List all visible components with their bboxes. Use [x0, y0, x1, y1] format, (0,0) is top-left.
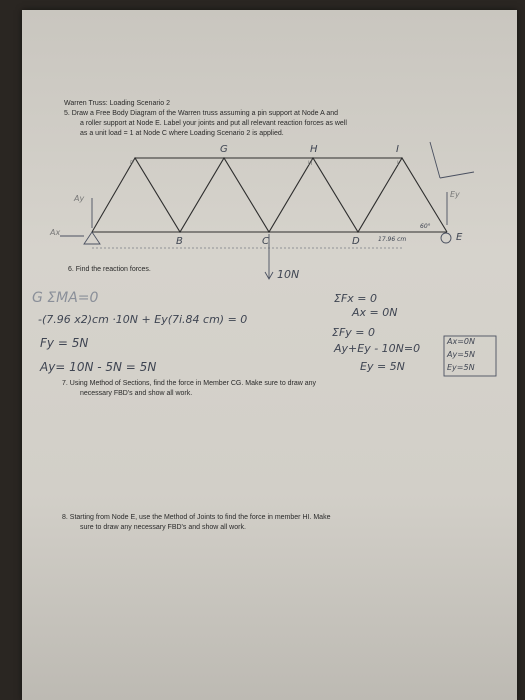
- question-5-line-1: 5. Draw a Free Body Diagram of the Warren truss assuming a pin support at Node A and: [64, 110, 339, 117]
- question-5-line-3: as a unit load = 1 at Node C where Loading Scenario 2 is applied.: [80, 130, 284, 137]
- hand-fy-result: Fy = 5N: [40, 336, 89, 350]
- question-8-line-1: 8. Starting from Node E, use the Method of Joints to find the force in member HI. Make: [62, 514, 331, 521]
- box-ax: Ax=0N: [447, 337, 475, 346]
- hand-sum-fy: ΣFy = 0: [332, 326, 375, 339]
- worksheet-title: Warren Truss: Loading Scenario 2: [64, 100, 170, 107]
- hand-node-g: G: [220, 144, 228, 155]
- hand-node-e: E: [456, 232, 463, 243]
- question-6: 6. Find the reaction forces.: [68, 266, 151, 273]
- worksheet-page: [22, 10, 517, 700]
- pin-support-a: [84, 232, 100, 244]
- question-7-line-1: 7. Using Method of Sections, find the force in Member CG. Make sure to draw any: [62, 380, 317, 387]
- hand-fy-eq: Ay+Ey - 10N=0: [334, 342, 421, 355]
- question-7-line-2: necessary FBD's and show all work.: [80, 390, 193, 397]
- web-diagonals: [92, 158, 447, 232]
- x-axis-sketch: [440, 172, 474, 178]
- box-ay: Ay=5N: [447, 350, 475, 359]
- hand-angle-label: 60°: [420, 223, 431, 230]
- truss-diagram: [22, 10, 517, 700]
- hand-ey-eq: Ey = 5N: [360, 360, 405, 373]
- hand-ey-label: Ey: [450, 190, 460, 199]
- hand-load: 10N: [277, 268, 300, 281]
- hand-ax-zero: Ax = 0N: [352, 306, 398, 319]
- hand-moment-header: G ΣMA=0: [32, 290, 99, 306]
- question-5-line-2: a roller support at Node E. Label your joints and put all relevant reaction forces as well: [80, 120, 347, 127]
- box-ey: Ey=5N: [447, 363, 475, 372]
- hand-ay-label: Ay: [74, 194, 85, 203]
- hand-node-h: H: [310, 144, 318, 155]
- y-axis-sketch: [430, 142, 440, 178]
- hand-node-b: B: [176, 236, 183, 247]
- hand-sum-fx: ΣFx = 0: [334, 292, 377, 305]
- hand-node-i: I: [396, 144, 399, 155]
- roller-support-e: [441, 233, 451, 243]
- printed-node-i: I: [397, 161, 399, 167]
- hand-node-c: C: [262, 236, 269, 247]
- hand-moment-eq: -(7.96 x2)cm ·10N + Ey(7i.84 cm) = 0: [38, 313, 248, 326]
- hand-ax-label: Ax: [50, 228, 61, 237]
- hand-node-d: D: [352, 236, 360, 247]
- question-8-line-2: sure to draw any necessary FBD's and show all work.: [80, 524, 246, 531]
- printed-node-h: H: [308, 161, 313, 167]
- hand-dist-label: 17.96 cm: [378, 236, 407, 243]
- printed-node-f: F: [130, 161, 134, 167]
- hand-ay-eq: Ay= 10N - 5N = 5N: [40, 360, 157, 374]
